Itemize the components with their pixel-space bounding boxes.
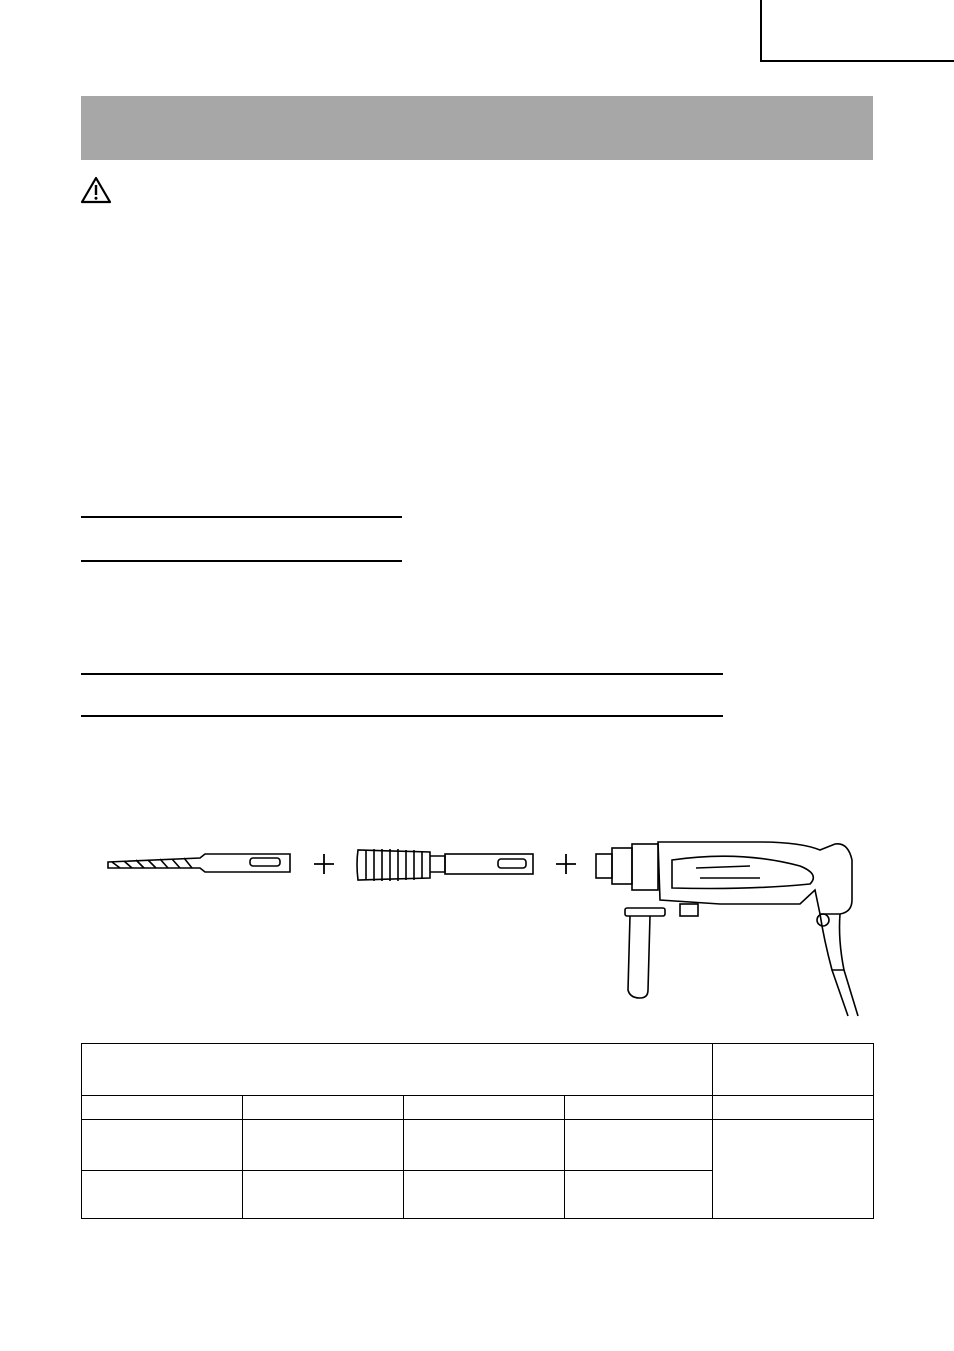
table-cell <box>565 1096 713 1120</box>
page-tab-box <box>760 0 954 62</box>
table-row <box>82 1120 874 1171</box>
table-cell <box>82 1120 243 1171</box>
table-cell <box>404 1096 565 1120</box>
plus-icon <box>556 854 576 874</box>
table-header-cell <box>82 1044 713 1096</box>
table-row <box>82 1044 874 1096</box>
table-cell <box>404 1171 565 1219</box>
table-header-cell <box>713 1044 874 1096</box>
underline-rule-3 <box>81 673 723 675</box>
underline-rule-1 <box>81 516 402 518</box>
table-cell <box>404 1120 565 1171</box>
underline-rule-4 <box>81 715 723 717</box>
section-header-bar <box>81 96 873 160</box>
rotary-hammer-icon <box>596 842 858 1016</box>
table-cell <box>713 1120 874 1219</box>
accessory-illustration <box>100 820 870 1030</box>
warning-triangle-icon <box>80 176 112 204</box>
spec-table <box>81 1043 874 1219</box>
table-cell <box>243 1171 404 1219</box>
table-cell <box>565 1171 713 1219</box>
table-cell <box>243 1120 404 1171</box>
table-cell <box>82 1171 243 1219</box>
table-cell <box>565 1120 713 1171</box>
plus-icon <box>314 854 334 874</box>
table-row <box>82 1096 874 1120</box>
underline-rule-2 <box>81 560 402 562</box>
table-cell <box>82 1096 243 1120</box>
table-cell <box>243 1096 404 1120</box>
drill-bit-icon <box>108 854 290 872</box>
dust-cup-icon <box>357 849 533 881</box>
table-cell <box>713 1096 874 1120</box>
